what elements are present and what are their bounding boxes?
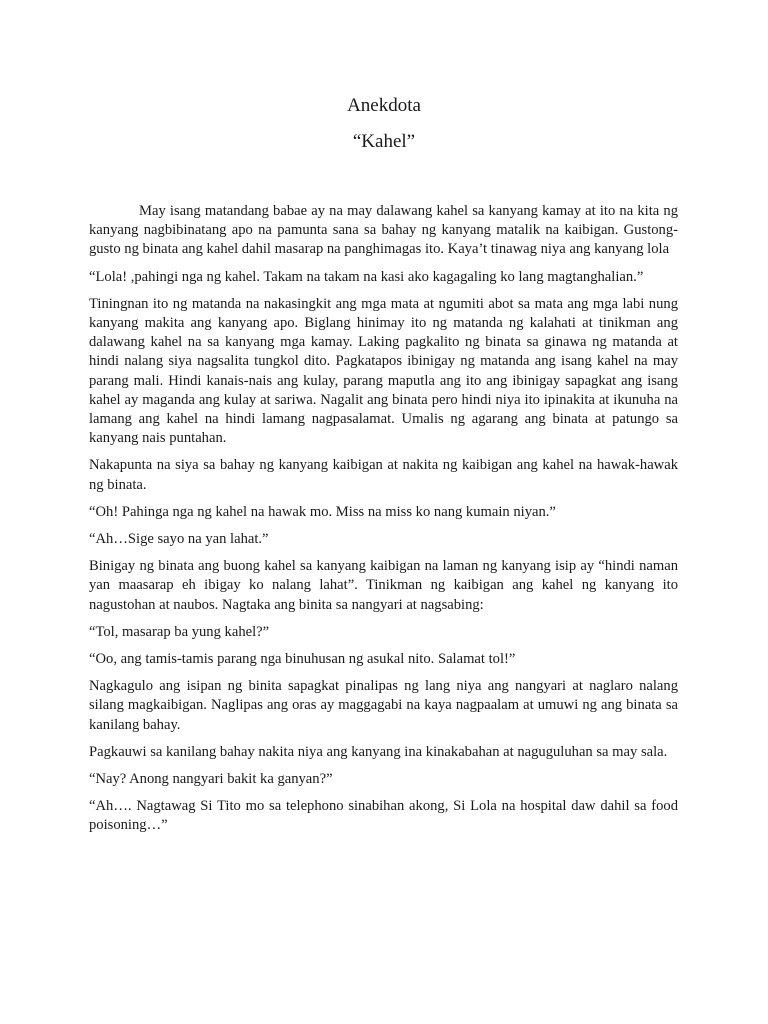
paragraph: “Oh! Pahinga nga ng kahel na hawak mo. Miss na miss ko nang kumain niyan.” [89, 503, 556, 520]
document-title: Anekdota [347, 95, 421, 116]
paragraph: “Nay? Anong nangyari bakit ka ganyan?” [89, 771, 333, 788]
paragraph: May isang matandang babae ay na may dalawang kahel sa kanyang kamay at ito na kita ng kanyang nagbibinatang apo na pamunta sana sa bahay ng kanyang matalik na kaibigan. Gustong-gusto ng binata ang kahel dahil masarap na panghimagas ito. Kaya’t tinawag niya ang kanyang lola [89, 203, 678, 258]
paragraph: “Oo, ang tamis-tamis parang nga binuhusan ng asukal nito. Salamat tol!” [89, 651, 516, 668]
paragraph: Nakapunta na siya sa bahay ng kanyang kaibigan at nakita ng kaibigan ang kahel na hawak-hawak ng binata. [89, 457, 678, 493]
paragraph: “Lola! ,pahingi nga ng kahel. Takam na takam na kasi ako kagagaling ko lang magtanghalian.” [89, 268, 644, 285]
document-subtitle: “Kahel” [352, 131, 416, 152]
paragraph: “Ah…Sige sayo na yan lahat.” [89, 531, 269, 548]
paragraph: Tiningnan ito ng matanda na nakasingkit ang mga mata at ngumiti abot sa mata ang mga labi nung kanyang makita ang kanyang apo. Biglang hinimay ito ng matanda ng kalahati at tinikman ang dalawang kahel na sa kanyang mga kamay. Laking pagkalito ng binata sa ginawa ng matanda at hindi nalang siya nagsalita tungkol dito. Pagkatapos ibinigay ng matanda ang isang kahel na may parang mali. Hindi kanais-nais ang kulay, parang maputla ang ito ang ibinigay sapagkat ang isang kahel ay maganda ang kulay at sariwa. Nagalit ang binata pero hindi niya ito ipinakita at ikunuha na lamang ang kahel na hindi lamang nagpasalamat. Umalis ng agarang ang binata at patungo sa kanyang nais puntahan. [89, 295, 678, 447]
document-body [89, 202, 678, 844]
paragraph: “Ah…. Nagtawag Si Tito mo sa telephono sinabihan akong, Si Lola na hospital daw dahil sa food poisoning…” [89, 798, 678, 834]
paragraph: Nagkagulo ang isipan ng binita sapagkat pinalipas ng lang niya ang nangyari at naglaro nalang silang magkaibigan. Naglipas ang oras ay maggagabi na kaya nagpaalam at umuwi ng ang binata sa kanilang bahay. [89, 678, 678, 733]
paragraph: “Tol, masarap ba yung kahel?” [89, 623, 270, 640]
paragraph: Binigay ng binata ang buong kahel sa kanyang kaibigan na laman ng kanyang isip ay “hindi naman yan maasarap eh ibigay ko nalang lahat”. Tinikman ng kaibigan ang kahel ng kanyang ito nagustohan at naubos. Nagtaka ang binita sa nangyari at nagsabing: [89, 558, 678, 613]
paragraph: Pagkauwi sa kanilang bahay nakita niya ang kanyang ina kinakabahan at naguguluhan sa may sala. [89, 743, 668, 760]
